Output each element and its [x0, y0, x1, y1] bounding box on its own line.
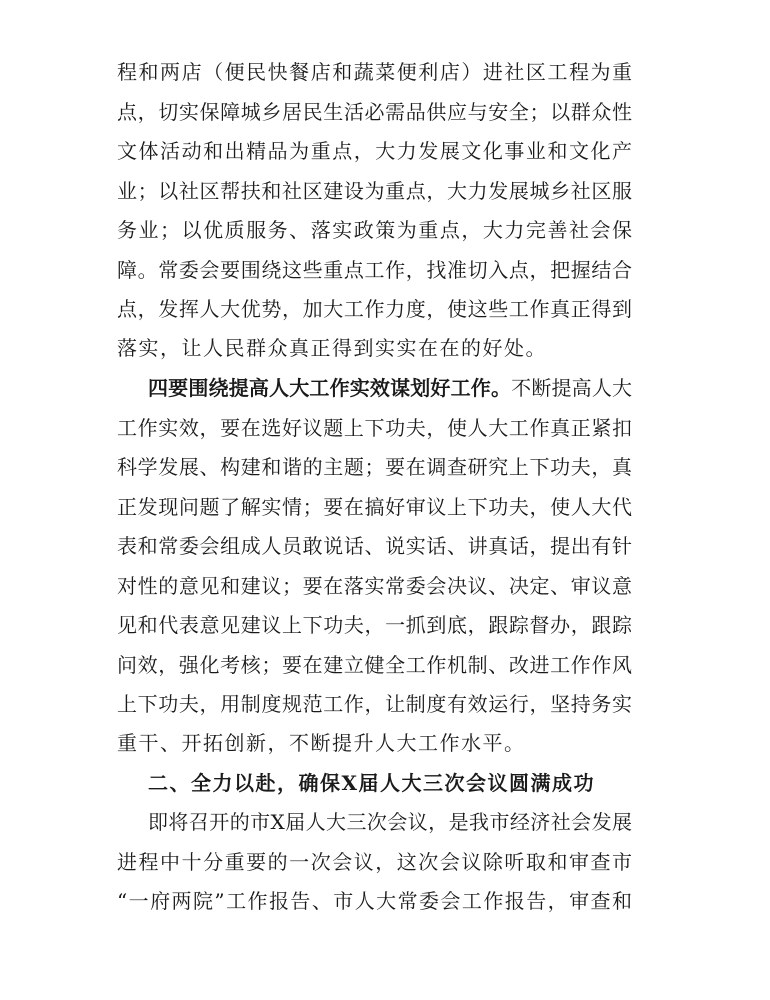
- text-line: [0, 368, 770, 408]
- text-line: [0, 250, 770, 290]
- line-text: 科学发展、构建和谐的主题；要在调查研究上下功夫，真: [117, 455, 633, 479]
- line-text: 即将召开的市X届人大三次会议，是我市经济社会发展: [148, 810, 633, 834]
- line-text: “一府两院”工作报告、市人大常委会工作报告，审查和: [117, 889, 634, 913]
- text-line: [0, 289, 770, 329]
- line-text: 程和两店（便民快餐店和蔬菜便利店）进社区工程为重: [117, 60, 634, 84]
- text-line: [0, 645, 770, 685]
- line-text: 业；以社区帮扶和社区建设为重点，大力发展城乡社区服: [117, 179, 633, 203]
- text-line: [0, 802, 770, 842]
- lead-rest-text: 不断提高人大: [511, 376, 633, 400]
- line-text: 落实，让人民群众真正得到实实在在的好处。: [117, 336, 547, 360]
- line-text: 文体活动和出精品为重点，大力发展文化事业和文化产: [117, 139, 634, 163]
- text-line: [0, 487, 770, 527]
- line-text: 务业；以优质服务、落实政策为重点，大力完善社会保: [117, 218, 634, 242]
- text-line: [0, 52, 770, 92]
- line-text: 问效，强化考核；要在建立健全工作机制、改进工作作风: [117, 653, 633, 677]
- line-text: 上下功夫，用制度规范工作，让制度有效运行，坚持务实: [117, 692, 633, 716]
- section-heading-line: [0, 763, 770, 803]
- text-line: [0, 447, 770, 487]
- text-line: [0, 526, 770, 566]
- paragraph-lead: [148, 368, 632, 408]
- text-line: [0, 408, 770, 448]
- line-text: 对性的意见和建议；要在落实常委会决议、决定、审议意: [117, 574, 633, 598]
- text-line: [0, 842, 770, 882]
- section-heading: 二、全力以赴，确保X届人大三次会议圆满成功: [148, 771, 596, 795]
- line-text: 表和常委会组成人员敢说话、说实话、讲真话，提出有针: [117, 534, 633, 558]
- text-line: [0, 210, 770, 250]
- text-line: [0, 131, 770, 171]
- text-line: [0, 566, 770, 606]
- line-text: 障。常委会要围绕这些重点工作，找准切入点，把握结合: [117, 258, 633, 282]
- line-text: 正发现问题了解实情；要在搞好审议上下功夫，使人大代: [117, 495, 633, 519]
- bold-lead-text: 四要围绕提高人大工作实效谋划好工作。: [148, 376, 512, 400]
- text-line: [0, 605, 770, 645]
- line-text: 点，切实保障城乡居民生活必需品供应与安全；以群众性: [117, 100, 633, 124]
- line-text: 工作实效，要在选好议题上下功夫，使人大工作真正紧扣: [117, 416, 633, 440]
- line-text: 点，发挥人大优势，加大工作力度，使这些工作真正得到: [117, 297, 633, 321]
- text-line: [0, 328, 770, 368]
- line-text: 见和代表意见建议上下功夫，一抓到底，跟踪督办，跟踪: [117, 613, 633, 637]
- text-line: [0, 92, 770, 132]
- line-text: 进程中十分重要的一次会议，这次会议除听取和审查市: [117, 850, 634, 874]
- text-line: [0, 684, 770, 724]
- text-line: [0, 723, 770, 763]
- text-line: [0, 171, 770, 211]
- text-line: [0, 881, 770, 921]
- line-text: 重干、开拓创新，不断提升人大工作水平。: [117, 731, 526, 755]
